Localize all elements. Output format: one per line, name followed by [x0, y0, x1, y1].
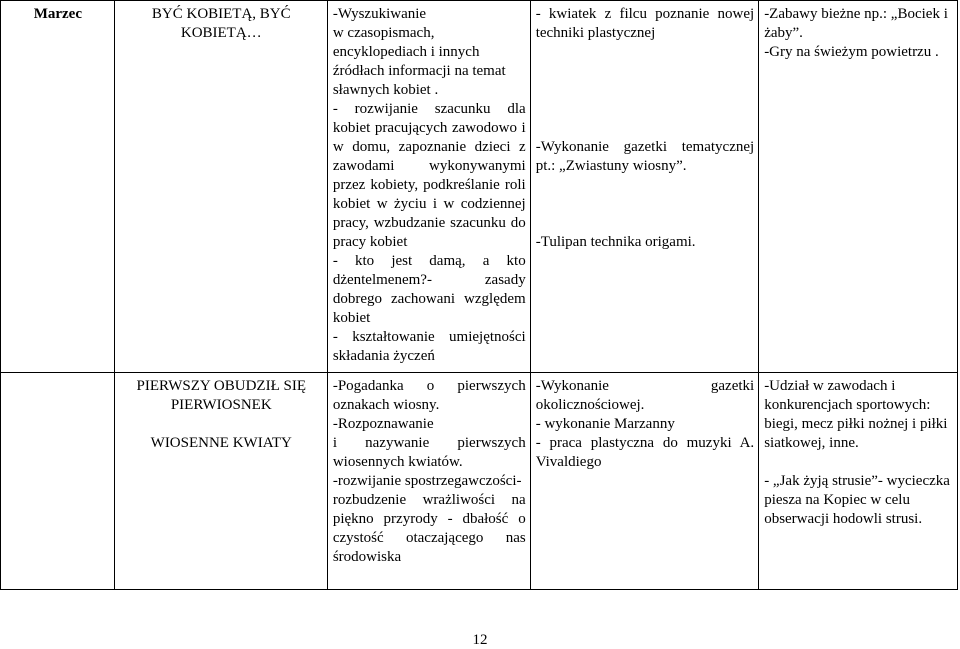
list-item: - „Jak żyją strusie”- wycieczka piesza na Kopiec w celu obserwacji hodowli strusi. — [764, 473, 950, 527]
topic-cell — [114, 1, 327, 373]
list-item: -Zabawy bieżne np.: „Bociek i żaby”. — [764, 6, 948, 41]
topic-title: PIERWIOSNEK — [170, 397, 272, 413]
table-row — [1, 373, 958, 590]
page-number: 12 — [472, 632, 488, 648]
list-item: - rozwijanie szacunku dla kobiet pracujących zawodowo i w domu, zapoznanie dzieci z zawodami wykonywanymi przez kobiety, podkreślanie roli kobiet w życiu i w codziennej pracy, wzbudzanie szacunku do pracy kobiet — [332, 101, 526, 250]
list-item: -Gry na świeżym powietrzu . — [764, 44, 939, 60]
topic-title: BYĆ KOBIETĄ, BYĆ KOBIETĄ… — [151, 6, 291, 41]
topic-subtitle: WIOSENNE KWIATY — [150, 435, 292, 451]
activities-cell — [327, 1, 530, 373]
list-item: -rozwijanie spostrzegawczości- — [332, 473, 522, 489]
list-item: - kto jest damą, a kto dżentelmenem?- zasady dobrego zachowani względem kobiet — [332, 253, 526, 326]
list-item: sławnych kobiet . — [332, 82, 439, 98]
table-row — [1, 1, 958, 373]
list-item: i nazywanie pierwszych wiosennych kwiatów. — [332, 435, 526, 470]
art-cell — [530, 1, 758, 373]
list-item: - praca plastyczna do muzyki A. Vivaldiego — [535, 435, 755, 470]
games-cell — [759, 1, 958, 373]
list-item: encyklopediach i innych — [332, 44, 480, 60]
list-item: -Wykonanie gazetki okolicznościowej. — [535, 378, 755, 413]
month-label: Marzec — [33, 6, 82, 22]
list-item: -Pogadanka o pierwszych oznakach wiosny. — [332, 378, 526, 413]
list-item: -Udział w zawodach i konkurencjach sportowych: biegi, mecz piłki nożnej i piłki siatkowej, inne. — [764, 378, 948, 451]
list-item: rozbudzenie wrażliwości na piękno przyrody - dbałość o czystość otaczającego nas środowiska — [332, 492, 526, 565]
month-cell — [1, 1, 115, 373]
topic-title: PIERWSZY OBUDZIŁ SIĘ — [136, 378, 306, 394]
list-item: - wykonanie Marzanny — [535, 416, 675, 432]
month-cell-empty — [1, 373, 115, 590]
list-item: -Wyszukiwanie — [332, 6, 427, 22]
list-item: -Rozpoznawanie — [332, 416, 434, 432]
list-item: - kształtowanie umiejętności składania życzeń — [332, 329, 526, 364]
activities-cell — [327, 373, 530, 590]
list-item: -Wykonanie gazetki tematycznej pt.: „Zwiastuny wiosny”. — [535, 139, 755, 174]
list-item: w czasopismach, — [332, 25, 435, 41]
games-cell — [759, 373, 958, 590]
list-item: -Tulipan technika origami. — [535, 234, 696, 250]
list-item: źródłach informacji na temat — [332, 63, 506, 79]
topic-cell — [114, 373, 327, 590]
art-cell — [530, 373, 758, 590]
list-item: - kwiatek z filcu poznanie nowej techniki plastycznej — [535, 6, 755, 41]
